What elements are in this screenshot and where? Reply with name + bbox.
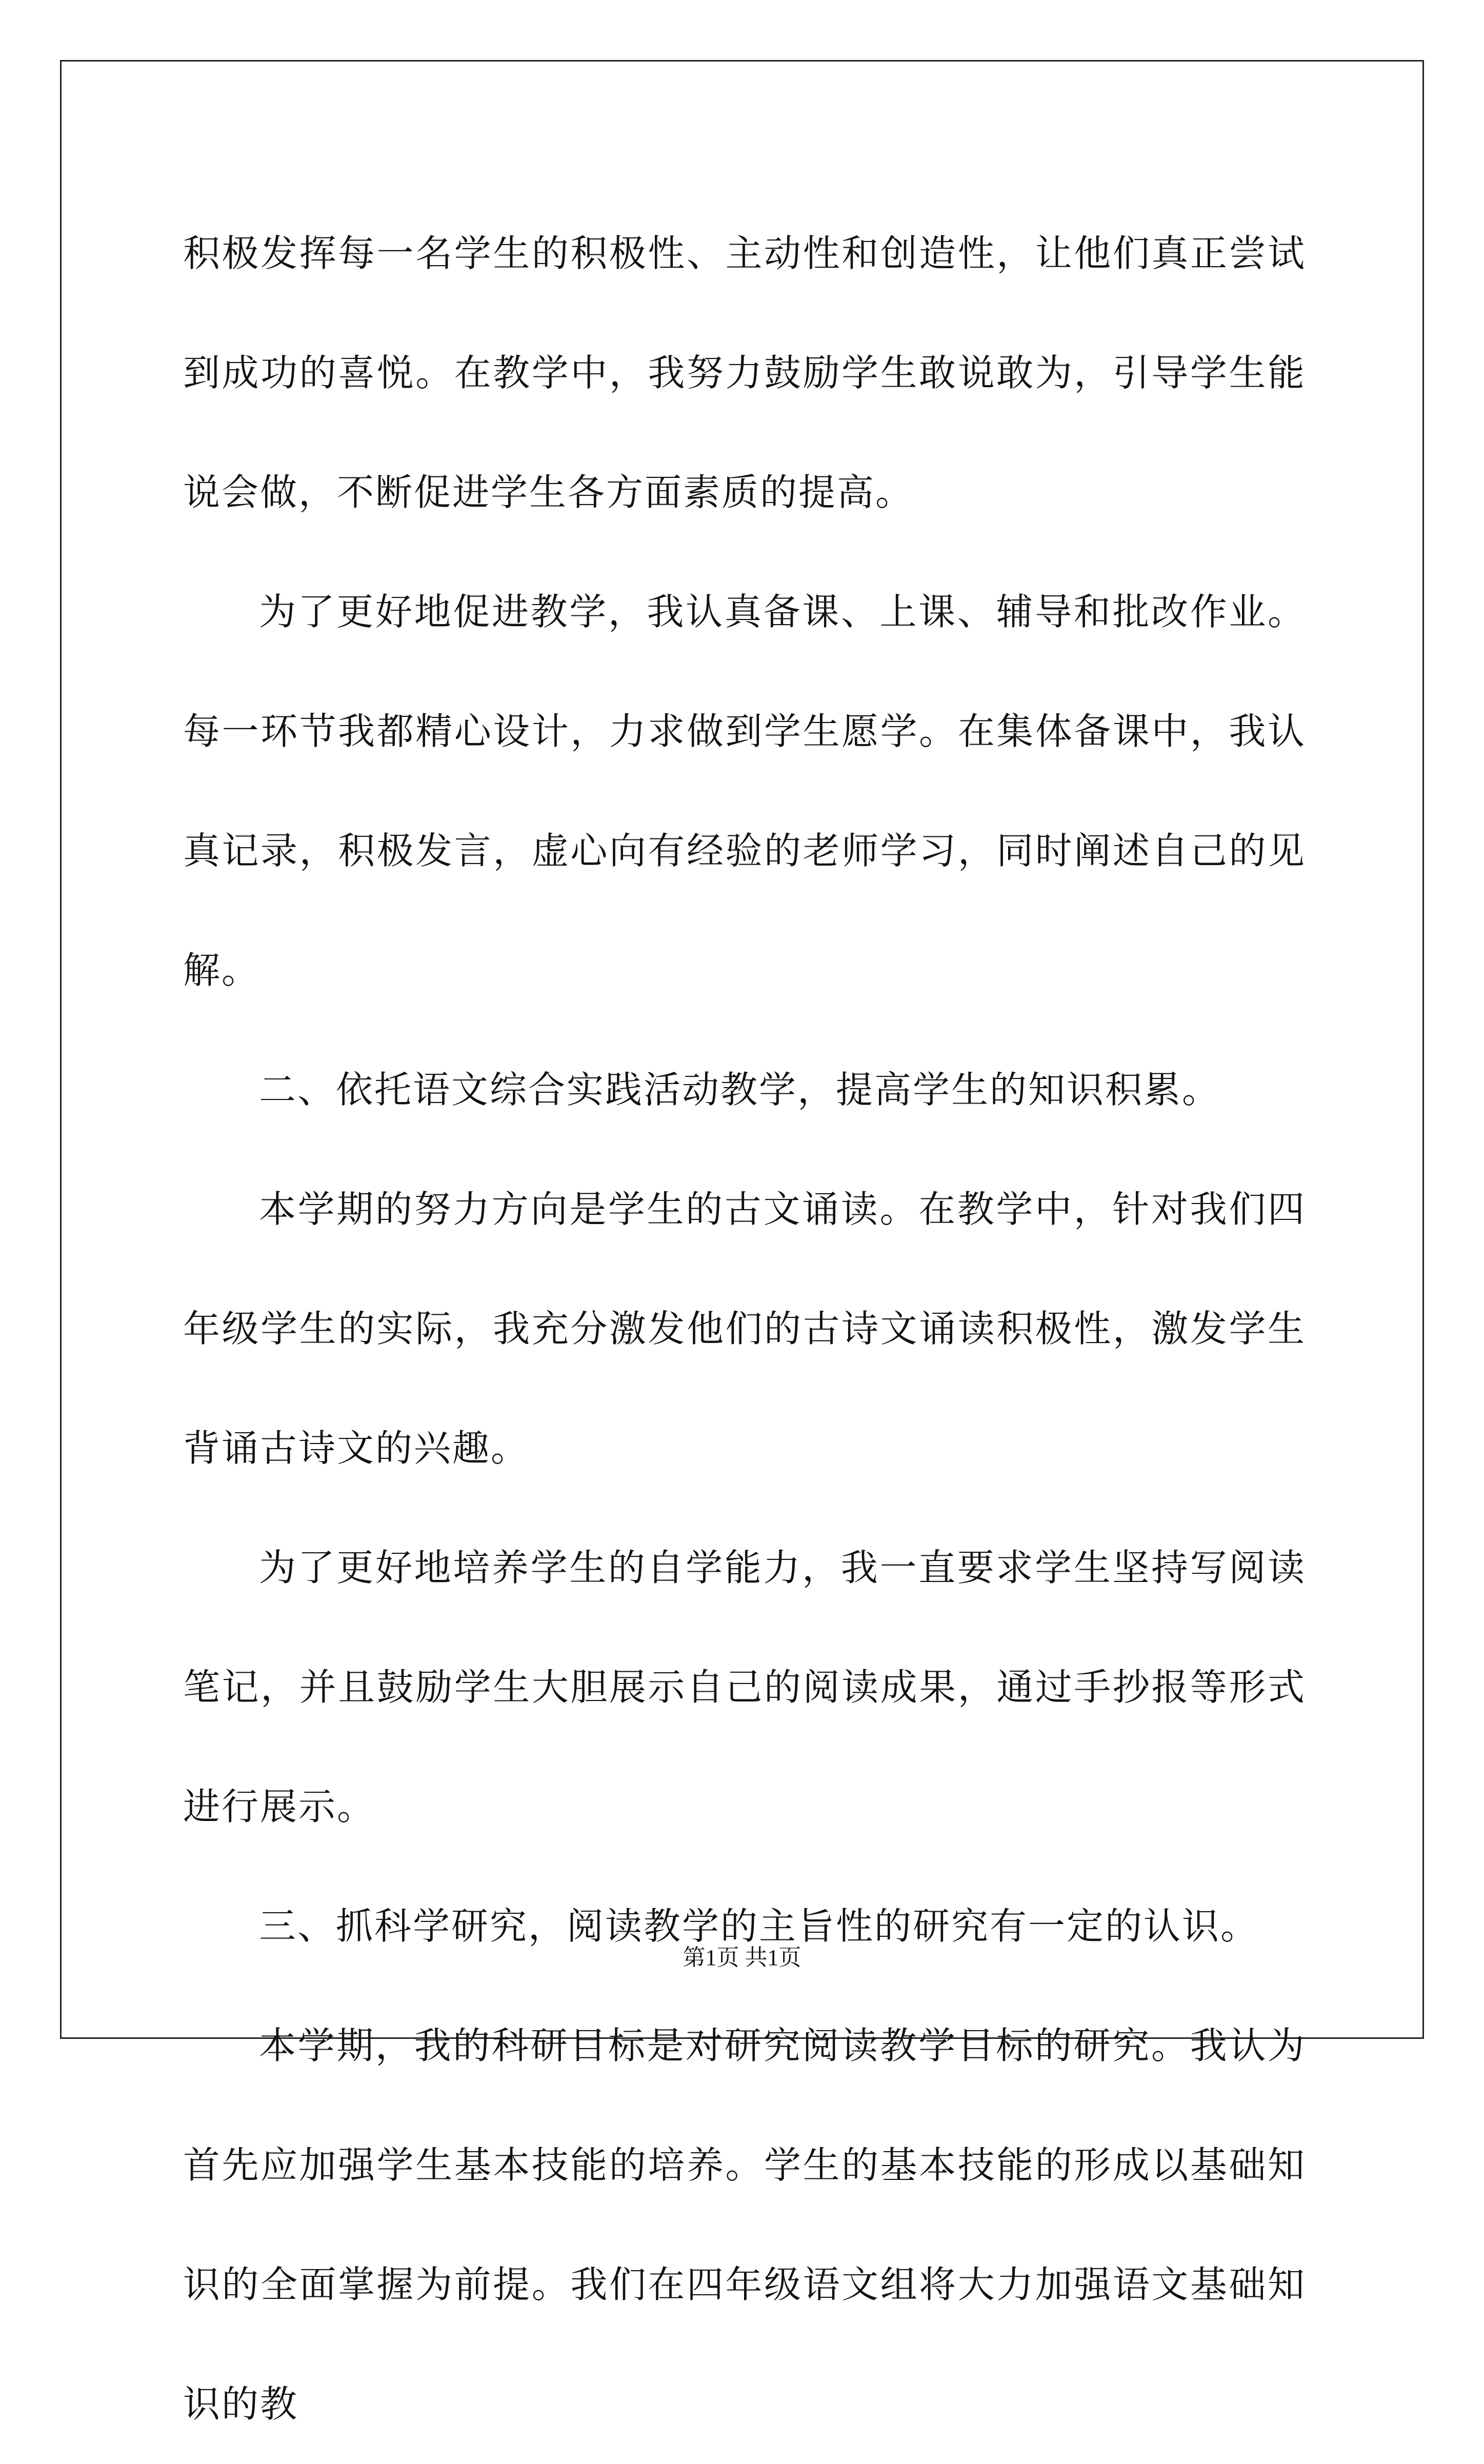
section-heading: 二、依托语文综合实践活动教学，提高学生的知识积累。 — [259, 1068, 1221, 1111]
paragraph: 积极发挥每一名学生的积极性、主动性和创造性，让他们真正尝试到成功的喜悦。在教学中，我努力鼓励学生敢说敢为，引导学生能说会做，不断促进学生各方面素质的提高。 — [183, 232, 1306, 514]
page-number-footer: 第1页 共1页 — [683, 1945, 801, 1970]
section-heading: 三、抓科学研究，阅读教学的主旨性的研究有一定的认识。 — [259, 1905, 1259, 1948]
paragraph: 为了更好地促进教学，我认真备课、上课、辅导和批改作业。每一环节我都精心设计，力求做到学生愿学。在集体备课中，我认真记录，积极发言，虚心向有经验的老师学习，同时阐述自己的见解。 — [183, 590, 1306, 992]
document-body — [183, 194, 1306, 2464]
paragraph: 本学期的努力方向是学生的古文诵读。在教学中，针对我们四年级学生的实际，我充分激发他们的古诗文诵读积极性，激发学生背诵古诗文的兴趣。 — [183, 1188, 1306, 1470]
paragraph: 本学期，我的科研目标是对研究阅读教学目标的研究。我认为首先应加强学生基本技能的培养。学生的基本技能的形成以基础知识的全面掌握为前提。我们在四年级语文组将大力加强语文基础知识的教 — [183, 2024, 1306, 2426]
paragraph: 为了更好地培养学生的自学能力，我一直要求学生坚持写阅读笔记，并且鼓励学生大胆展示自己的阅读成果，通过手抄报等形式进行展示。 — [183, 1546, 1306, 1828]
